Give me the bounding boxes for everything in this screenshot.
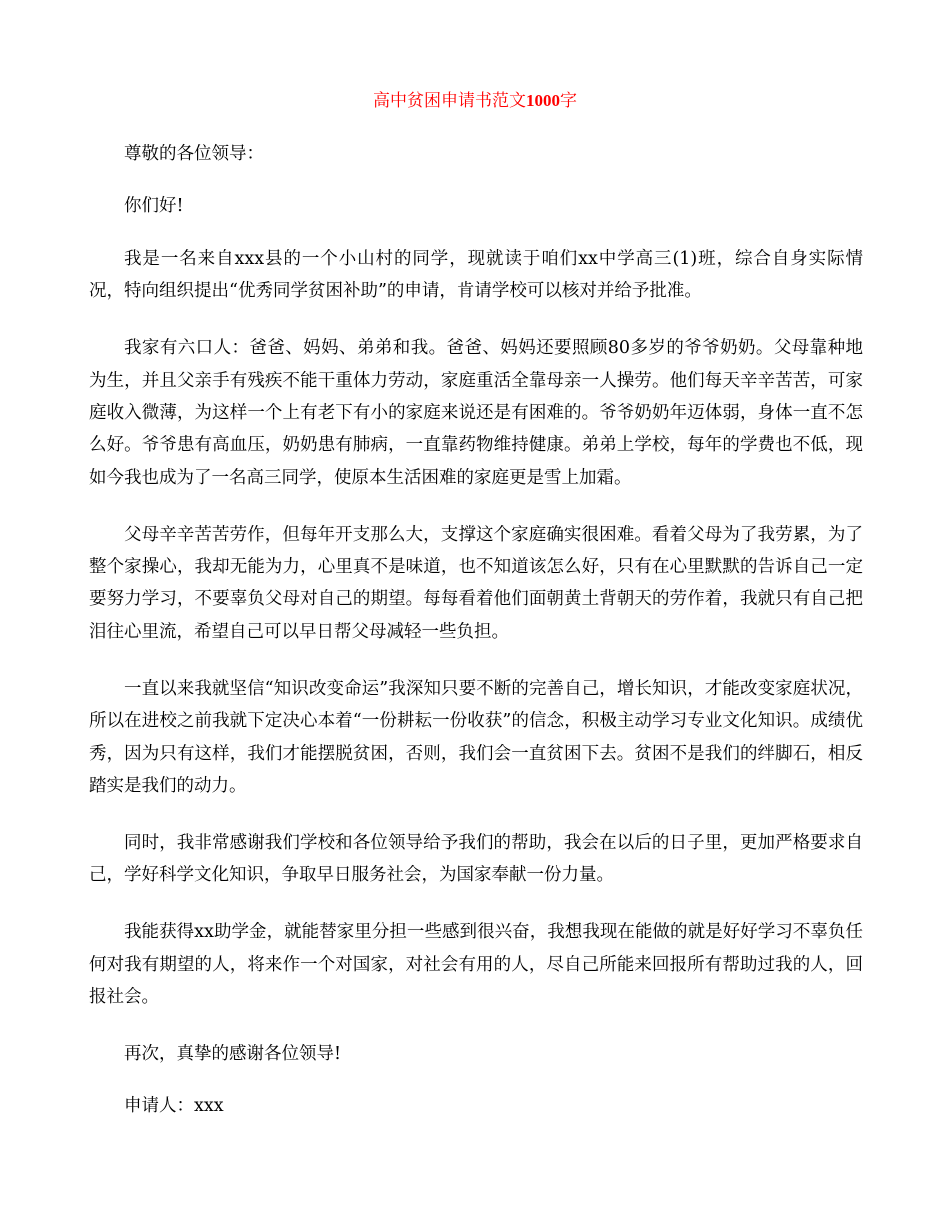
document-title — [0, 89, 950, 113]
document-body — [89, 138, 863, 1143]
paragraph-introduction: 我是一名来自xxx县的一个小山村的同学，现就读于咱们xx中学高三(1)班，综合自身实际情况，特向组织提出“优秀同学贫困补助”的申请，肯请学校可以核对并给予批准。 — [89, 248, 863, 302]
greeting: 你们好! — [124, 196, 184, 217]
paragraph-gratitude: 同时，我非常感谢我们学校和各位领导给予我们的帮助，我会在以后的日子里，更加严格要求自己，学好科学文化知识，争取早日服务社会，为国家奉献一份力量。 — [89, 832, 863, 886]
title-prefix: 高中贫困申请书范文 — [373, 91, 526, 111]
paragraph-family-situation: 我家有六口人：爸爸、妈妈、弟弟和我。爸爸、妈妈还要照顾80多岁的爷爷奶奶。父母靠种地为生，并且父亲手有残疾不能干重体力劳动，家庭重活全靠母亲一人操劳。他们每天辛辛苦苦，可家庭收入微薄，为这样一个上有老下有小的家庭来说还是有困难的。爷爷奶奶年迈体弱，身体一直不怎么好。爷爷患有高血压，奶奶患有肺病，一直靠药物维持健康。弟弟上学校，每年的学费也不低，现如今我也成为了一名高三同学，使原本生活困难的家庭更是雪上加霜。 — [89, 338, 863, 488]
title-suffix: 字 — [560, 91, 577, 111]
title-number: 1000 — [526, 91, 560, 110]
paragraph-commitment: 我能获得xx助学金，就能替家里分担一些感到很兴奋，我想我现在能做的就是好好学习不辜负任何对我有期望的人，将来作一个对国家，对社会有用的人，尽自己所能来回报所有帮助过我的人，回报社会。 — [89, 922, 863, 1008]
paragraph-belief: 一直以来我就坚信“知识改变命运”我深知只要不断的完善自己，增长知识，才能改变家庭状况，所以在进校之前我就下定决心本着“一份耕耘一份收获”的信念，积极主动学习专业文化知识。成绩优秀，因为只有这样，我们才能摆脱贫困，否则，我们会一直贫困下去。贫困不是我们的绊脚石，相反踏实是我们的动力。 — [89, 678, 863, 796]
closing-thanks: 再次，真挚的感谢各位领导! — [124, 1043, 342, 1064]
applicant-signature: 申请人：xxx — [124, 1096, 224, 1117]
salutation: 尊敬的各位领导： — [124, 144, 264, 164]
paragraph-parents-hardship: 父母辛辛苦苦劳作，但每年开支那么大，支撑这个家庭确实很困难。看着父母为了我劳累，为了整个家操心，我却无能为力，心里真不是味道，也不知道该怎么好，只有在心里默默的告诉自己一定要努力学习，不要辜负父母对自己的期望。每每看着他们面朝黄土背朝天的劳作着，我就只有自己把泪往心里流，希望自己可以早日帮父母减轻一些负担。 — [89, 524, 863, 642]
